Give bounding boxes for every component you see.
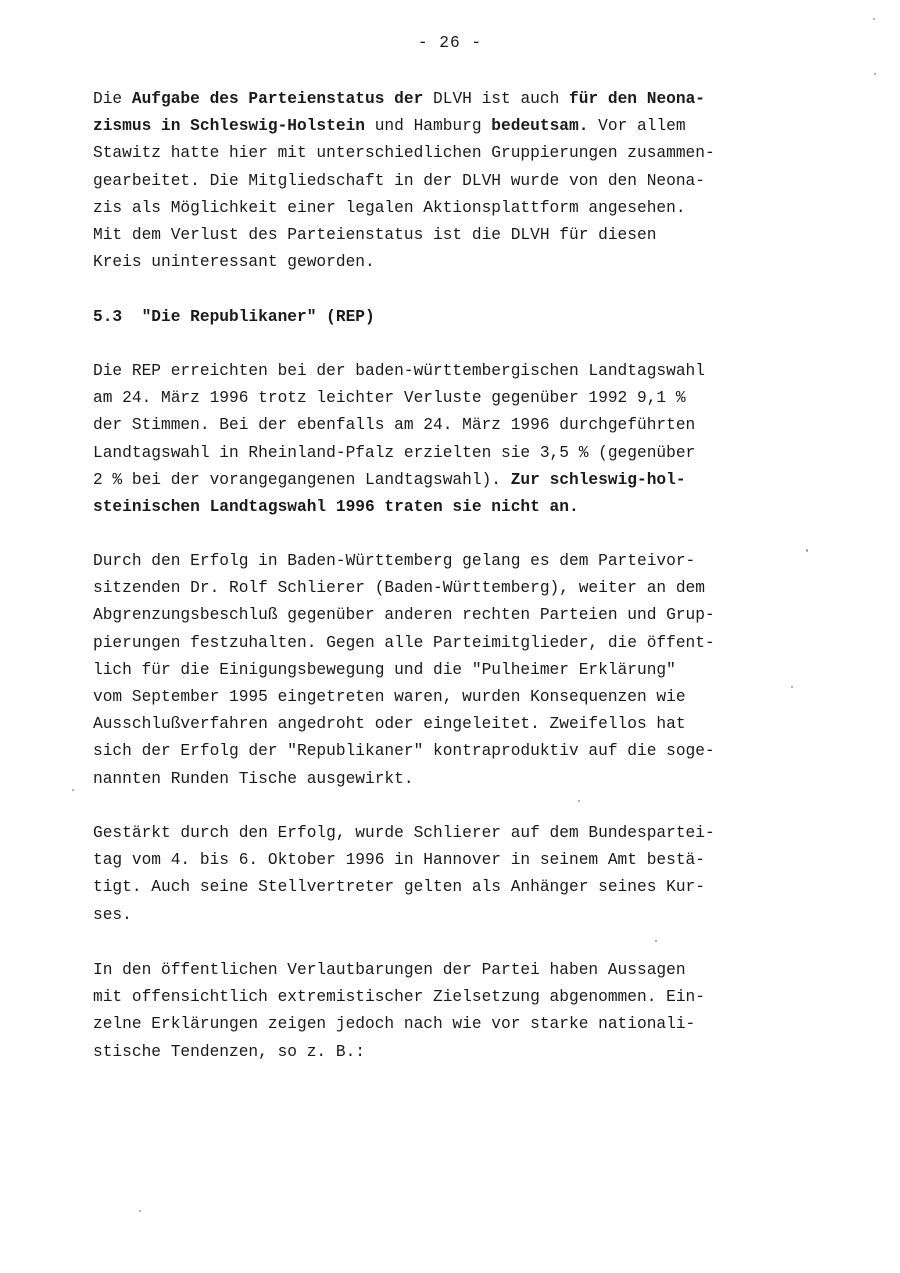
text-run: zelne Erklärungen zeigen jedoch nach wie vor starke nationali- [93, 1015, 696, 1034]
scan-speck [873, 18, 875, 20]
scan-speck [874, 73, 876, 75]
text-run: Gestärkt durch den Erfolg, wurde Schlierer auf dem Bundespartei- [93, 824, 715, 842]
paragraph-rep-schlierer-course [93, 548, 833, 793]
text-line [93, 113, 833, 140]
text-line [93, 249, 833, 276]
page-number: - 26 - [417, 34, 483, 52]
text-run: mit offensichtlich extremistischer Zielsetzung abgenommen. Ein- [93, 988, 705, 1007]
paragraph-rep-public-statements [93, 957, 833, 1066]
text-line [93, 575, 833, 602]
text-line [93, 412, 833, 439]
text-line [93, 630, 833, 657]
bold-text: zismus in Schleswig-Holstein [93, 117, 365, 136]
text-run: Stawitz hatte hier mit unterschiedlichen Gruppierungen zusammen- [93, 144, 715, 163]
text-run: am 24. März 1996 trotz leichter Verluste gegenüber 1992 9,1 % [93, 389, 686, 408]
text-line [93, 874, 833, 901]
text-run: vom September 1995 eingetreten waren, wurden Konsequenzen wie [93, 687, 686, 706]
bold-text: für den Neona- [569, 90, 706, 108]
text-line [93, 738, 833, 765]
text-run: Vor allem [588, 117, 686, 136]
text-run: ses. [93, 905, 132, 924]
text-line [93, 902, 833, 929]
text-run: sitzenden Dr. Rolf Schlierer (Baden-Württemberg), weiter an dem [93, 579, 705, 598]
text-line [93, 847, 833, 874]
text-line [93, 548, 833, 575]
scan-speck [139, 1210, 141, 1212]
text-run: lich für die Einigungsbewegung und die "Pulheimer Erklärung" [93, 660, 676, 679]
scan-speck [655, 940, 657, 942]
text-run: tag vom 4. bis 6. Oktober 1996 in Hannover in seinem Amt bestä- [93, 851, 705, 870]
text-run: sich der Erfolg der "Republikaner" kontraproduktiv auf die soge- [93, 742, 715, 761]
text-line [93, 358, 833, 385]
text-line [93, 86, 833, 113]
text-line [93, 957, 833, 984]
scan-speck [806, 549, 808, 552]
text-line [93, 1011, 833, 1038]
bold-text: steinischen Landtagswahl 1996 traten sie nicht an. [93, 497, 579, 516]
text-line [93, 984, 833, 1011]
text-run: Kreis uninteressant geworden. [93, 253, 375, 272]
text-line [93, 494, 833, 521]
bold-text: bedeutsam. [491, 117, 589, 136]
paragraph-rep-election-results [93, 358, 833, 521]
text-line [93, 1039, 833, 1066]
text-run: Die [93, 90, 132, 108]
text-run: Landtagswahl in Rheinland-Pfalz erzielten sie 3,5 % (gegenüber [93, 443, 696, 462]
text-line [93, 222, 833, 249]
text-line [93, 711, 833, 738]
text-line [93, 385, 833, 412]
bold-text: Aufgabe des Parteienstatus der [131, 90, 424, 108]
text-run: gearbeitet. Die Mitgliedschaft in der DLVH wurde von den Neona- [93, 171, 705, 190]
scan-speck [578, 800, 580, 802]
text-line [93, 195, 833, 222]
scan-speck [72, 789, 74, 791]
text-run: nannten Runden Tische ausgewirkt. [93, 769, 414, 788]
text-line [93, 602, 833, 629]
text-run: Abgrenzungsbeschluß gegenüber anderen rechten Parteien und Grup- [93, 606, 715, 625]
text-run: stische Tendenzen, so z. B.: [93, 1042, 365, 1061]
text-line [93, 657, 833, 684]
text-line [93, 766, 833, 793]
text-run: In den öffentlichen Verlautbarungen der Partei haben Aussagen [93, 961, 686, 979]
text-run: Durch den Erfolg in Baden-Württemberg gelang es dem Parteivor- [93, 552, 696, 570]
bold-text: Zur schleswig-hol- [510, 470, 686, 489]
text-run: Mit dem Verlust des Parteienstatus ist die DLVH für diesen [93, 225, 657, 244]
text-line [93, 168, 833, 195]
text-line [93, 684, 833, 711]
text-run: 2 % bei der vorangegangenen Landtagswahl). [93, 470, 511, 489]
text-run: DLVH ist auch [423, 90, 570, 108]
text-run: Ausschlußverfahren angedroht oder eingeleitet. Zweifellos hat [93, 715, 686, 734]
section-heading-republikaner: 5.3 "Die Republikaner" (REP) [93, 308, 375, 326]
text-line [93, 820, 833, 847]
paragraph-rep-party-congress [93, 820, 833, 929]
text-run: Die REP erreichten bei der baden-württembergischen Landtagswahl [93, 362, 705, 380]
text-line [93, 467, 833, 494]
text-run: und Hamburg [365, 117, 492, 136]
text-run: zis als Möglichkeit einer legalen Aktionsplattform angesehen. [93, 198, 686, 217]
text-run: tigt. Auch seine Stellvertreter gelten als Anhänger seines Kur- [93, 878, 705, 897]
text-line [93, 140, 833, 167]
scan-speck [791, 686, 793, 688]
text-run: pierungen festzuhalten. Gegen alle Parteimitglieder, die öffent- [93, 633, 715, 652]
paragraph-dlvh-party-status [93, 86, 833, 276]
text-run: der Stimmen. Bei der ebenfalls am 24. März 1996 durchgeführten [93, 416, 696, 435]
text-line [93, 440, 833, 467]
